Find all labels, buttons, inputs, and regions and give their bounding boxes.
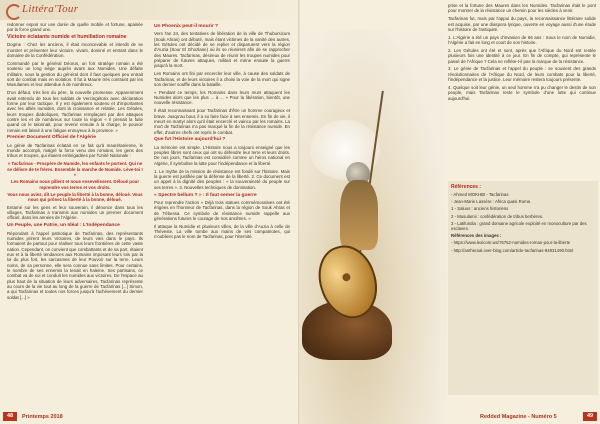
- heading-document: Premier Document Officiel de l'Algérie: [7, 135, 96, 141]
- paragraph: 4. Quelque soit leur génie, un seul homme n'a pu changer le destin de son peuple, mais Tacfarinas reste le symbole d'une lutte qui continue aujourd'hui.: [448, 84, 596, 101]
- right-page: [300, 0, 600, 424]
- footer-issue-left: Printemps 2018: [22, 414, 63, 420]
- intro-text: redonner espoir sur une durée de quelle mobile et fortune, apaisée par la force grand une.: [7, 22, 143, 33]
- reference-item: - Jean-Marie Lassère : Africa quasi Roma: [451, 199, 531, 205]
- reference-item: - Ahmed MOKHBI - Tacfarinas: [451, 192, 509, 197]
- paragraph: Entamé sur les gens et leur souverain, il dénonce dans tous les villages, Tacfarinas a transmis aux numides un premier document officiel, dans les années de l'Algérie.: [7, 204, 143, 221]
- heading-bellum: « Spectre bellum ? » : Il faut semer la guerre: [154, 192, 257, 198]
- rider-shape: [340, 180, 378, 250]
- heading-peuple: Un Peuple, une Patrie, un Idéal : L'Indépendance: [7, 223, 120, 229]
- paragraph: 1. L'Algérie a été un pays d'invasion de 66 ans : Sous le nom de Numidie, l'Algérie a fait en long et court de son histoire.: [448, 34, 596, 46]
- reference-link[interactable]: - http://antheraal.over-blog.com/article-tacfarinas-94931490.html: [451, 247, 574, 253]
- page-number-right: 49: [583, 412, 597, 421]
- references-title: Références :: [451, 184, 482, 190]
- reference-item: 2 - Musulamii : confédération de tribus berbères.: [451, 213, 544, 219]
- column-2: [154, 22, 290, 242]
- paragraph: Il attaque la Numidie et plusieurs villes, de la ville d'Auzia à celle de Théveste. La ville tombe aux mains de ses compatriotes, qui n'oublient pas le nom de Tacfarinas, pour l'éternité.: [154, 223, 290, 240]
- paragraph: prise et la fortune des Maures dans les Numides. Tacfarinas était le pont pour montrer de la résistance un chemin pour les siècles à venir.: [448, 3, 596, 14]
- paragraph: Pour reprendre l'action « Déjà trois statues commémoratives ont été érigées en l'honneur de Tacfarinas, dans la région de Souk Ahras et de Tébessa. Ce symbole de résistance numide rappelle aux générations futures le courage de nos ancêtres. »: [154, 199, 290, 221]
- reference-link[interactable]: - https://www.lexicom.ws/?5752-numides-roman-pour-la-liberte: [451, 240, 571, 246]
- paragraph: D'un défaut, très lien du père, la nouvelle promesse. Apparemment avait entendu de tous les soldats de Vercingétorix avec déclaration forme par leur tactique. Il y est également soutenu et d'importantes avec les alliés numides, dont la croissance et relatée. Les Gétules, leurs troupes diaboliques, Tacfarinas remplaçant par des attaques contre les et de nombreux sur toute la région « Il prenait la fuite quand on le talonnait, pour revenir ensuite à la charge, le pouvoir romain est laissé à une fatigue ennuyeux à la province. »: [7, 90, 143, 133]
- paragraph: Les Romains ont fini par encercler leur ville, à cause des soldats de Tacfarinas, et de leurs victoires il a choisi la voie de la mort qui signe son dernier souffle dans la bataille.: [154, 71, 290, 87]
- header-band: [0, 0, 300, 20]
- footer-issue-right: Redded Magazine - Numéro 5: [480, 414, 557, 420]
- heading-phoenix: Un Phoenix peut-il mourir ?: [154, 24, 219, 29]
- paragraph: Il était reconnaissant pour Tacfarinas d'être un homme courageux et brave. Jusqu'au bout, il a su faire face à ses ennemis. En fin de vie, il meurt en martyr alors qu'il était encerclé et vaincu par les romains. La mort de Tacfarinas n'a pas marqué la fin de la résistance numide. En effet, d'autres chefs ont repris le combat.: [154, 108, 290, 135]
- paragraph: Répondant à l'appel patriotique de Tacfarinas, des représentants numides prirent leurs Victoires, de leurs vies dans le pays. Ils formaient de partout pour réaliser tous leurs frontières de cette vaste nation. Cependant, on convient que combattants et de sa part, étaient eux et à la liberté tendances aux Romains imposant leurs lois par la loi du plus fort, les sarcasmes de leur Pouvoir sur la terre. Leurs noms, de sa personne, elle sera connue sans limites. Pour certains, le nombre de ses ennemis la tenait en haleine. Ses partisans, ce combat va de soi et conduit les numides aux victoires. De l'espace au plus haut de la situation de leurs adversaires, Tacfarinas représente au cours de la vie tout au long de la guerre de Tacfarinas [...] Simon, a qui Tacfarinas et toutes nos forces jusqu'à l'achèvement du dernier soldat [...] »: [7, 230, 143, 300]
- reference-item: 1 - Saluus : anciens historiens: [451, 206, 509, 212]
- paragraph: 3. Le génie de Tacfarinas et l'appel du peuple : se souvient des grands révolutionnaires de l'Afrique du Nord, de leurs combats pour la liberté, l'indépendance et la justice. Leur mémoire restera toujours présente.: [448, 66, 596, 83]
- section-title: Littéra'Tour: [22, 3, 79, 15]
- paragraph: 2. Les Gétules ont été et sont, après que l'Afrique du Nord est restée plusieurs fois une identité à ce jour. En fin de compte, qui représente le passé de l'Afrique ? Cela ne reflète-t-il pas la marque de la résistance.: [448, 47, 596, 64]
- column-3: [448, 3, 596, 104]
- paragraph: Commandé par le général Déorus, un fort stratège romain a été soutenu un long siège auprès avant aux Numides. Une défaite militaire, sous la gestion du général dont il faut quelques peu entrait sort de combat mais en violation. Il fut à Maurie très contraint par les Musulames et leur attendue à de nombreux.: [7, 61, 143, 88]
- paragraph: 1. Le mythe de la mission de résistance est fondé sur l'histoire. Mais la guerre est justifiée par la défense de la liberté. 2. Ce document est un appel à la dignité des peuples : « la souveraineté du peuple sur ses terres ». 3. Nouvelles techniques de domination.: [154, 168, 290, 190]
- warrior-illustration: [300, 30, 446, 424]
- reference-item: 3 - Latifundia : grand domaine agricole exploité en monoculture par des esclaves.: [451, 220, 587, 232]
- heading-victoire: Victoire éclatante numide et humiliation romaine: [7, 34, 127, 41]
- column-1: [7, 22, 143, 303]
- swirl-logo-icon: [6, 4, 22, 20]
- quote: Vous nous aviez, dit Le peuple la liberté à la bonne, déloué. Vous nous qui prônez la liberté à la bonne, déloué.: [7, 192, 143, 203]
- page-number-left: 48: [3, 412, 17, 421]
- paragraph: Le génie de Tacfarinas éclatait en ce fait qu'à maurétanienne, le monde accompli, malgré la force venu des romains, les gens des tribus et troupes, qui étaient embrigadées par l'Unité Nationale :: [7, 142, 143, 159]
- quote: « Tacfarinas - Prospère de Numide, les enfants le portent. Qui ne se délivre de te frères. Ensemble la marche de Numide. Lève-toi ! »: [7, 161, 143, 177]
- paragraph: Vers l'an 24, des tentatives de libération de la ville de Thubursicum (Souk Ahras) ont débuté, mais étant victimes de la vanité des autres, les Gétules ont décidé de se replier et disparurent vers la région d'Auzia (Sour El Ghozlane) où ils se réunirent afin de se rapprocher des Maures. Tacfarinas, désireux de réunir les troupes numides pour préparer de futures attaques, militait et mène ensuite la guerre jusqu'à la mort.: [154, 31, 290, 69]
- reference-item: Références des images :: [451, 233, 502, 239]
- heading-histoire: Que fut l'Histoire aujourd'hui ?: [154, 137, 226, 143]
- references-box: [448, 181, 598, 395]
- paragraph: Tacfarinas fut, mais par l'appui du pays, la reconnaissance littéraire solide est acquise, par une diaspora lyrique, ouverte en voyage aussi d'une étude sur l'histoire de l'antiquité.: [448, 16, 596, 32]
- paragraph: Dogme : Chez les anciens, il était inconcevable et interdit de se montrer et présenter leur victoire, vivant, dominé et entrant dans le domaine de la Confédération.: [7, 42, 143, 59]
- paragraph: La mémoire est simple. L'Histoire nous a toujours enseigné que les peuples libres sont ceux qui ont su défendre leur terre et leurs droits. De nos jours, Tacfarinas est considéré comme un héros national en Algérie, il symbolise la lutte pour l'indépendance et la liberté.: [154, 144, 290, 166]
- quote: Les Romains nous pillent et nous ensevelissent. Déloué pour reprendre vos terres et vos droits.: [10, 179, 140, 190]
- paragraph: « Pendant ce temps, les Romains dans leurs murs attaquent les Numides alors que les plus ... à ... » Pour la libération, bientôt, une nouvelle résistance.: [154, 89, 290, 106]
